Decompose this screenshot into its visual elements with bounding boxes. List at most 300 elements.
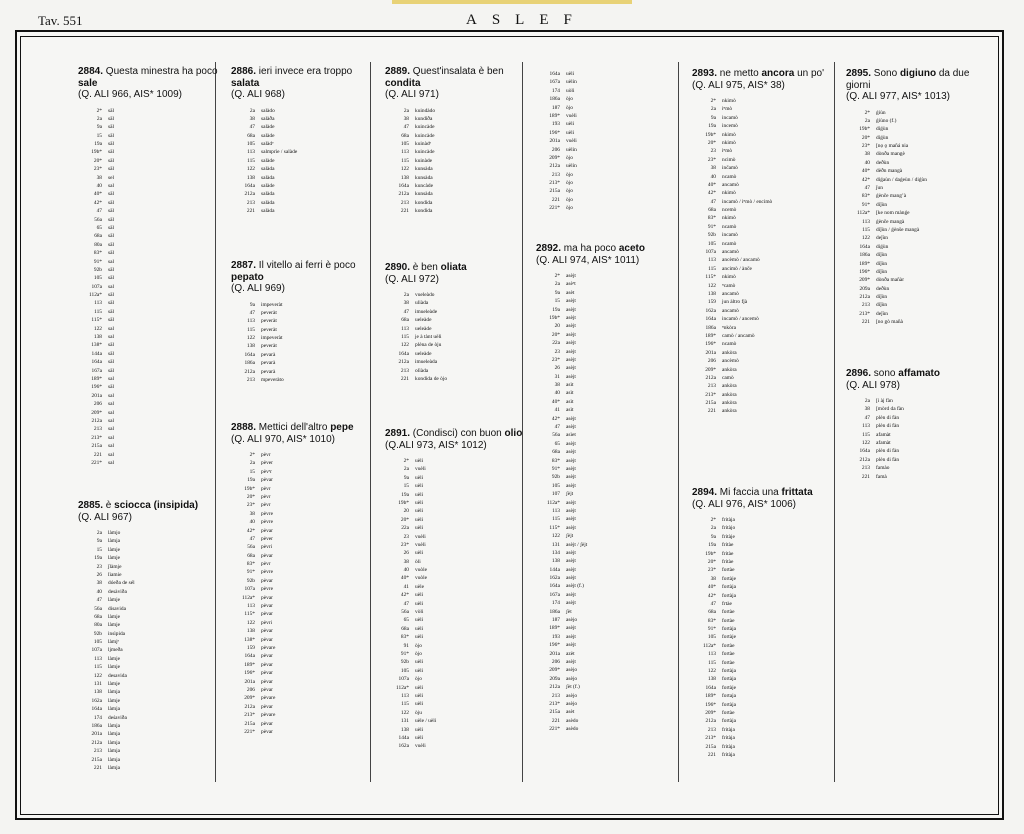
response-list	[846, 109, 986, 327]
dialect-form: vuòle	[415, 575, 427, 582]
list-item	[385, 608, 525, 616]
dialect-form: ncamò	[722, 341, 737, 348]
dialect-form: fortàje	[722, 634, 737, 641]
dialect-form: fortàje	[722, 684, 737, 691]
entry-number: 2894.	[692, 487, 718, 498]
list-item	[78, 299, 218, 307]
list-item	[385, 583, 525, 591]
location-code: 23	[710, 148, 716, 155]
location-code: 113	[708, 257, 716, 264]
list-item	[385, 190, 525, 198]
location-code: 186a	[549, 608, 560, 615]
dialect-form: ʃèjt	[566, 533, 574, 540]
dialect-form: incamò	[722, 114, 738, 121]
list-item	[692, 642, 832, 650]
list-item	[231, 568, 371, 576]
location-code: 19a	[401, 491, 409, 498]
source-reference: (Q. ALI 971)	[385, 89, 439, 100]
dialect-form: desavida	[108, 672, 127, 679]
list-item	[692, 97, 832, 105]
list-item	[78, 722, 218, 730]
location-code: 20	[403, 508, 409, 515]
dialect-form: salàdᵉ	[261, 141, 274, 148]
location-code: 38	[249, 115, 255, 122]
location-code: 209*	[91, 409, 102, 416]
entry-heading	[692, 487, 832, 510]
dialect-form: salàdo	[261, 107, 275, 114]
location-code: 164a	[859, 243, 870, 250]
prompt-text: sono	[871, 368, 899, 379]
location-code: 193	[551, 633, 560, 640]
list-item	[78, 409, 218, 417]
list-item	[78, 224, 218, 232]
location-code: 138	[400, 726, 409, 733]
location-code: 115*	[705, 274, 716, 281]
dialect-form: desàviða	[108, 588, 127, 595]
dialect-form: sāl	[108, 199, 114, 206]
list-item	[78, 367, 218, 375]
location-code: 83*	[246, 561, 255, 568]
dialect-form: asèjt	[566, 306, 576, 313]
list-item	[846, 142, 986, 150]
location-code: 68a	[94, 233, 102, 240]
dialect-form: salàda	[261, 208, 275, 215]
list-item	[78, 350, 218, 358]
dialect-form: vueleàdo	[415, 292, 435, 298]
location-code: 187	[551, 617, 560, 624]
keyword: pepato	[231, 271, 264, 283]
list-item	[231, 577, 371, 585]
list-item	[385, 675, 525, 683]
dialect-form: làmje	[108, 546, 120, 553]
dialect-form: asèjt	[566, 314, 576, 321]
list-item	[536, 683, 676, 691]
list-item	[536, 314, 676, 322]
list-item	[846, 260, 986, 268]
list-item	[78, 655, 218, 663]
plate-number: Tav. 551	[38, 13, 83, 28]
dialect-form: fortàja	[722, 592, 737, 599]
location-code: 92b	[246, 577, 255, 584]
dialect-form: kuinàde	[415, 157, 433, 164]
dialect-form: uèli	[415, 659, 424, 666]
dialect-form: pèvar	[261, 686, 273, 693]
dialect-form: iⁿmò	[722, 106, 733, 113]
dialect-form: dìǰùn	[876, 268, 888, 275]
location-code: 19b*	[398, 499, 409, 506]
list-item	[385, 182, 525, 190]
list-item	[692, 675, 832, 683]
list-item	[385, 684, 525, 692]
list-item	[385, 457, 525, 465]
list-item	[78, 537, 218, 545]
dialect-form: pèvᵉr	[261, 468, 272, 475]
list-item	[78, 115, 218, 123]
location-code: 42*	[551, 415, 560, 422]
list-item	[536, 448, 676, 456]
dialect-form: salàda	[261, 166, 275, 173]
dialect-form: ǵènče mangʼà	[876, 193, 907, 200]
dialect-form: asèjo	[566, 675, 578, 682]
location-code: 115*	[91, 317, 102, 324]
location-code: 40	[554, 390, 560, 397]
dialect-form: camò / ancamò	[722, 332, 755, 339]
location-code: 113	[862, 218, 870, 225]
dialect-form: sāl	[108, 224, 114, 231]
dialect-form: làmje	[108, 613, 120, 620]
list-item	[231, 451, 371, 459]
location-code: 201a	[549, 138, 560, 145]
dialect-form: asèjo	[566, 700, 578, 707]
dialect-form: uèle	[415, 583, 424, 590]
location-code: 9a	[96, 538, 102, 545]
dialect-form: sāl	[108, 124, 114, 131]
dialect-form: ueleàde	[415, 325, 432, 332]
dialect-form: òjo	[566, 188, 573, 195]
location-code: 40*	[707, 181, 716, 188]
dialect-form: ʃèjt	[566, 491, 574, 498]
response-list	[385, 291, 525, 383]
response-list	[536, 272, 676, 733]
dialect-form: fortàje	[722, 575, 737, 582]
location-code: 115	[708, 659, 716, 666]
dialect-form: fritàe	[722, 550, 734, 557]
dialect-form: pevarà	[261, 368, 276, 375]
location-code: 164a	[705, 316, 716, 323]
dialect-form: ncamò	[722, 240, 737, 247]
location-code: 174	[551, 87, 560, 94]
location-code: 213*	[91, 434, 102, 441]
dialect-form: sal	[108, 325, 114, 332]
list-item	[385, 507, 525, 515]
location-code: 41	[403, 583, 409, 590]
entry-heading	[536, 243, 676, 266]
location-code: 15	[96, 546, 102, 553]
dialect-form: kuincàde	[415, 132, 435, 139]
list-item	[385, 625, 525, 633]
location-code: 2a	[710, 525, 716, 532]
entry-heading	[78, 66, 218, 101]
dialect-form: sāl	[108, 367, 114, 374]
response-list	[231, 107, 371, 216]
location-code: 115	[247, 157, 255, 164]
dialect-form: asèjt	[566, 474, 576, 481]
list-item	[231, 157, 371, 165]
location-code: 112a*	[703, 642, 716, 649]
list-item	[231, 140, 371, 148]
dialect-form: asèjt	[566, 373, 576, 380]
dialect-form: ancèmò	[722, 358, 739, 365]
dialect-form: salàda	[261, 191, 275, 198]
location-code: 215a	[549, 709, 560, 716]
location-code: 212a	[549, 163, 560, 170]
prompt-text: è	[103, 500, 115, 511]
dialect-form: uèli	[415, 483, 424, 490]
location-code: 105	[551, 482, 560, 489]
dialect-form: asèjt	[566, 356, 576, 363]
location-code: 19b*	[91, 149, 102, 156]
dialect-form: pèvri	[261, 619, 273, 626]
dialect-form: òju	[415, 709, 422, 716]
list-item	[78, 630, 218, 638]
list-item	[692, 105, 832, 113]
atlas-title: ASLEF	[466, 12, 587, 28]
dialect-form: nkimò	[722, 131, 736, 138]
list-item	[536, 112, 676, 120]
location-code: 105	[707, 634, 716, 641]
list-item	[692, 583, 832, 591]
dialect-form: uèli	[415, 684, 424, 691]
list-item	[231, 309, 371, 317]
entry-number: 2891.	[385, 428, 411, 439]
dialect-form: asèjt	[566, 549, 576, 556]
dialect-form: ankòra	[722, 400, 737, 407]
list-item	[78, 358, 218, 366]
dialect-form: asèdo	[566, 717, 579, 724]
list-item	[692, 147, 832, 155]
dialect-form: uèli	[415, 667, 424, 674]
list-item	[78, 596, 218, 604]
dialect-form: frtàe	[722, 600, 732, 607]
dialect-form: sāl	[108, 350, 114, 357]
response-list	[231, 451, 371, 736]
dialect-form: làmja	[108, 722, 120, 729]
location-code: 56a	[94, 216, 102, 223]
response-list	[385, 107, 525, 216]
list-item	[846, 201, 986, 209]
list-item	[692, 214, 832, 222]
dialect-form: uèli	[415, 550, 424, 557]
location-code: 113	[401, 149, 409, 156]
location-code: 105	[93, 639, 102, 646]
location-code: 186a	[91, 722, 102, 729]
list-item	[385, 642, 525, 650]
location-code: 115	[708, 265, 716, 272]
dialect-form: kuindàdo	[415, 107, 436, 114]
list-item	[692, 558, 832, 566]
location-code: 201a	[91, 392, 102, 399]
dialect-form: làmja	[108, 706, 120, 713]
dialect-form: pèvar	[261, 670, 273, 677]
dialect-form: fortàja	[722, 626, 737, 633]
location-code: 68a	[247, 132, 255, 139]
source-reference: (Q. ALI 967)	[78, 511, 132, 523]
list-item	[692, 349, 832, 357]
prompt-text: Quest'insalata è ben	[410, 66, 504, 77]
dialect-form: pèvar	[261, 703, 273, 710]
list-item	[846, 150, 986, 158]
dialect-form: sāl	[108, 191, 114, 198]
list-item	[536, 95, 676, 103]
list-item	[78, 400, 218, 408]
dialect-form: fortàja	[722, 718, 737, 725]
dialect-form: ancimò / ànče	[722, 265, 752, 272]
list-item	[231, 501, 371, 509]
location-code: 212a	[244, 703, 255, 710]
location-code: 212a	[398, 191, 409, 198]
list-item	[231, 678, 371, 686]
dialect-form: uèli	[415, 458, 424, 464]
list-item	[692, 717, 832, 725]
list-item	[385, 148, 525, 156]
list-item	[536, 356, 676, 364]
location-code: 131	[400, 718, 409, 725]
dialect-form: sāl	[108, 308, 114, 315]
dialect-form: ueleàde	[415, 317, 432, 324]
list-item	[692, 231, 832, 239]
dialect-form: pèvr	[261, 485, 271, 492]
prompt-text-end: da due giorni	[846, 68, 970, 91]
dialect-form: pèvare	[261, 695, 276, 702]
dialect-form: famào	[876, 465, 890, 472]
list-item	[78, 148, 218, 156]
dialect-form: sal	[108, 401, 114, 408]
dialect-form: asèjt	[566, 625, 576, 632]
location-code: 2*	[710, 517, 716, 523]
dialect-form: [ke nom mànǵe	[876, 210, 910, 217]
location-code: 38	[403, 115, 409, 122]
location-code: 162a	[398, 743, 409, 750]
dialect-form: [nọ ǫ mañá nia	[876, 143, 909, 150]
location-code: 2a	[864, 117, 870, 124]
dialect-form: ncimò	[722, 156, 736, 163]
list-item	[78, 434, 218, 442]
list-item	[78, 714, 218, 722]
location-code: 131	[93, 681, 102, 688]
list-item	[692, 391, 832, 399]
location-code: 213*	[549, 700, 560, 707]
dialect-form: uèlin	[566, 79, 577, 86]
location-code: 9a	[710, 114, 716, 121]
entry-2888	[231, 422, 371, 736]
dialect-form: sāl	[108, 166, 114, 173]
dialect-form: sāl	[108, 233, 114, 240]
list-item	[78, 756, 218, 764]
location-code: 186a	[705, 324, 716, 331]
dialect-form: plèn di fàn	[876, 448, 900, 455]
response-list	[231, 301, 371, 385]
prompt-text-end: un po'	[794, 68, 825, 79]
entry-heading	[385, 262, 525, 285]
list-item	[231, 485, 371, 493]
location-code: 38	[96, 174, 102, 181]
dialect-form: pevarà	[261, 351, 276, 358]
list-item	[846, 318, 986, 326]
list-item	[231, 165, 371, 173]
dialect-form: fritàja	[722, 735, 735, 742]
location-code: 2a	[249, 107, 255, 114]
list-item	[231, 459, 371, 467]
location-code: 138	[246, 174, 255, 181]
location-code: 23	[403, 533, 409, 540]
dialect-form: vuèli	[566, 138, 577, 145]
list-item	[846, 125, 986, 133]
list-item	[846, 310, 986, 318]
location-code: 206	[551, 146, 560, 153]
location-code: 47	[249, 535, 255, 542]
prompt-text: è ben	[410, 262, 441, 273]
location-code: 162a	[549, 575, 560, 582]
dialect-form: òjo	[566, 171, 573, 178]
list-item	[385, 558, 525, 566]
dialect-form: salàda	[261, 199, 275, 206]
entry-2895	[846, 68, 986, 327]
dialect-form: asèjt	[566, 465, 576, 472]
list-item	[231, 301, 371, 309]
location-code: 113	[401, 325, 409, 332]
location-code: 107	[551, 491, 560, 498]
location-code: 2*	[96, 107, 102, 114]
entry-number: 2885.	[78, 500, 104, 511]
dialect-form: fritàe	[722, 558, 734, 565]
list-item	[692, 608, 832, 616]
dialect-form: asèt	[566, 289, 575, 296]
location-code: 164a	[244, 183, 255, 190]
list-item	[231, 376, 371, 384]
location-code: 38	[710, 575, 716, 582]
location-code: 162a	[91, 697, 102, 704]
entry-2887	[231, 260, 371, 384]
location-code: 115	[401, 333, 409, 340]
dialect-form: uèlin	[566, 146, 577, 153]
list-item	[78, 688, 218, 696]
location-code: 164a	[549, 71, 560, 77]
dialect-form: ⁿnkòra	[722, 324, 736, 331]
dialect-form: sal	[108, 443, 114, 450]
location-code: 122	[707, 668, 716, 675]
dialect-form: sāl	[108, 317, 114, 324]
location-code: 2*	[403, 458, 409, 464]
list-item	[692, 382, 832, 390]
list-item	[78, 249, 218, 257]
dialect-form: incamò	[722, 232, 738, 239]
list-item	[536, 196, 676, 204]
location-code: 42*	[707, 190, 716, 197]
entry-2889	[385, 66, 525, 216]
location-code: 115*	[244, 611, 255, 618]
entry-2885	[78, 500, 218, 772]
dialect-form: asèjt (f.)	[566, 583, 584, 590]
dialect-form: sāl	[108, 157, 114, 164]
response-list	[385, 457, 525, 751]
dialect-form: sal	[108, 434, 114, 441]
dialect-form: lìamie	[108, 571, 122, 578]
location-code: 47	[403, 600, 409, 607]
dialect-form: fortàja	[722, 701, 737, 708]
dialect-form: fritàja	[722, 751, 735, 758]
location-code: 56a	[247, 544, 255, 551]
dialect-form: sāl	[108, 216, 114, 223]
dialect-form: uèli	[415, 701, 424, 708]
dialect-form: asèjt	[566, 507, 576, 514]
list-item	[692, 307, 832, 315]
location-code: 20*	[707, 139, 716, 146]
location-code: 112a*	[396, 684, 409, 691]
list-item	[536, 616, 676, 624]
location-code: 212a	[398, 359, 409, 366]
list-item	[536, 624, 676, 632]
location-code: 83*	[861, 193, 870, 200]
location-code: 115	[401, 157, 409, 164]
source-reference: (Q. ALI 972)	[385, 273, 439, 285]
keyword: frittata	[781, 487, 813, 498]
location-code: 164a	[244, 653, 255, 660]
location-code: 23*	[861, 143, 870, 150]
dialect-form: asìet	[566, 432, 576, 439]
location-code: 22a	[401, 525, 409, 532]
list-item	[536, 179, 676, 187]
location-code: 221	[707, 408, 716, 415]
